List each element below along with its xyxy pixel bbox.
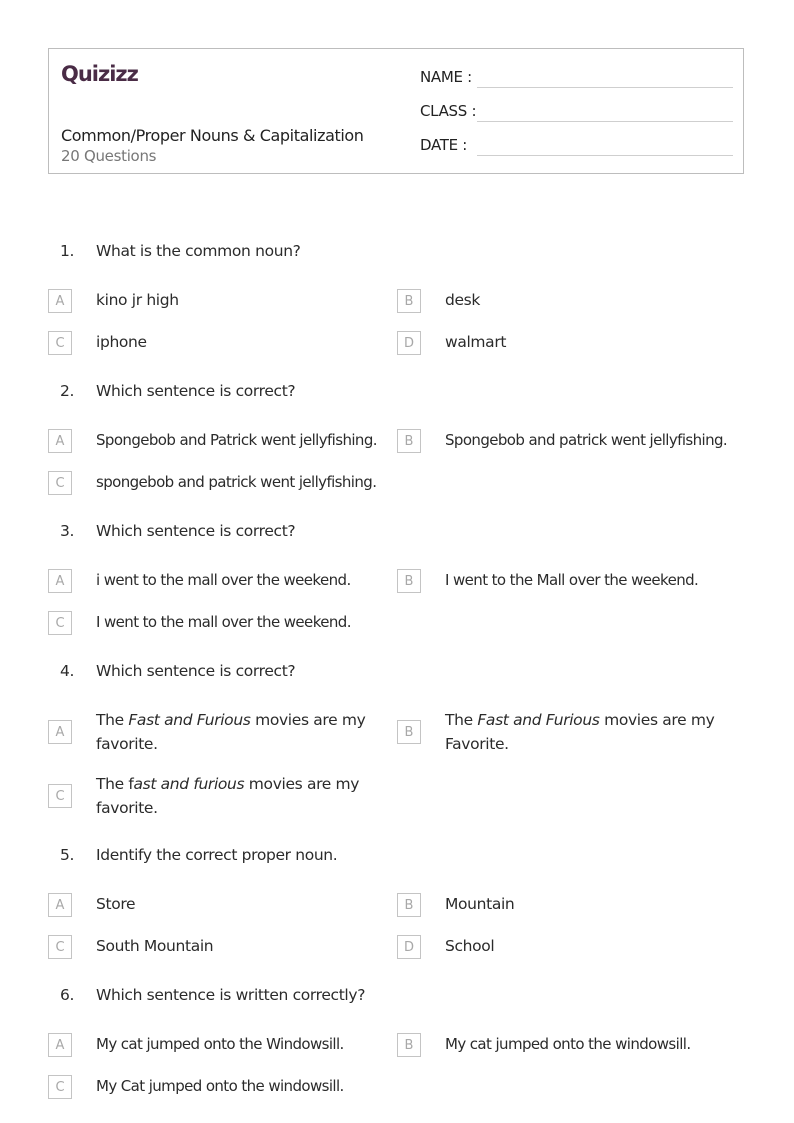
option-text: walmart [445,333,507,351]
option-text-pre: The [96,711,129,729]
option-letter: B [397,720,421,744]
option-text: Store [96,895,136,913]
question-text: Identify the correct proper noun. [96,846,338,864]
option-text: spongebob and patrick went jellyfishing. [96,473,377,491]
question-count: 20 Questions [61,147,157,165]
option-text-post: movies are my favorite. [96,775,360,817]
option-letter: A [48,1033,72,1057]
option-text-italic: Fast and Furious [477,711,600,729]
option-text: desk [445,291,481,309]
option-letter: A [48,893,72,917]
option-text: Spongebob and Patrick went jellyfishing. [96,431,377,449]
option-letter: A [48,289,72,313]
option-letter: A [48,720,72,744]
worksheet-title: Common/Proper Nouns & Capitalization [61,126,364,145]
option-text: School [445,937,495,955]
option-text [96,772,386,820]
option-letter: D [397,935,421,959]
question-number: 3. [60,522,75,540]
option-text: iphone [96,333,147,351]
option-text [445,708,735,756]
option-text: My cat jumped onto the Windowsill. [96,1035,344,1053]
class-label: CLASS : [420,102,477,120]
option-letter: A [48,569,72,593]
option-text: Spongebob and patrick went jellyfishing. [445,431,728,449]
option-text: Mountain [445,895,515,913]
option-letter: C [48,471,72,495]
option-letter: B [397,569,421,593]
name-line[interactable] [477,87,733,88]
option-letter: C [48,1075,72,1099]
question-text: Which sentence is written correctly? [96,986,366,1004]
date-line[interactable] [477,155,733,156]
option-letter: B [397,289,421,313]
question-text: What is the common noun? [96,242,301,260]
logo-wordmark: Quizizz [61,62,138,86]
worksheet-header [48,48,744,174]
option-text: i went to the mall over the weekend. [96,571,351,589]
option-letter: B [397,429,421,453]
option-text: I went to the Mall over the weekend. [445,571,699,589]
option-text: My Cat jumped onto the windowsill. [96,1077,344,1095]
question-text: Which sentence is correct? [96,522,296,540]
question-number: 4. [60,662,75,680]
option-text [96,708,386,756]
question-number: 2. [60,382,75,400]
option-letter: C [48,935,72,959]
option-letter: C [48,784,72,808]
option-letter: A [48,429,72,453]
class-line[interactable] [477,121,733,122]
date-label: DATE : [420,136,468,154]
option-text-post: movies are my favorite. [96,711,366,753]
option-text-pre: The [445,711,478,729]
option-text: My cat jumped onto the windowsill. [445,1035,691,1053]
option-text: South Mountain [96,937,214,955]
option-letter: C [48,331,72,355]
option-text-post: movies are my Favorite. [445,711,715,753]
question-text: Which sentence is correct? [96,382,296,400]
option-text: kino jr high [96,291,179,309]
quizizz-logo-mark [61,59,151,87]
question-number: 1. [60,242,75,260]
option-text-pre: The f [96,775,134,793]
option-text-italic: ast and furious [133,775,245,793]
question-number: 6. [60,986,75,1004]
option-letter: D [397,331,421,355]
question-text: Which sentence is correct? [96,662,296,680]
option-text-italic: Fast and Furious [128,711,251,729]
quizizz-logo [61,59,151,87]
question-number: 5. [60,846,75,864]
option-letter: B [397,893,421,917]
option-letter: B [397,1033,421,1057]
option-text: I went to the mall over the weekend. [96,613,351,631]
name-label: NAME : [420,68,472,86]
option-letter: C [48,611,72,635]
